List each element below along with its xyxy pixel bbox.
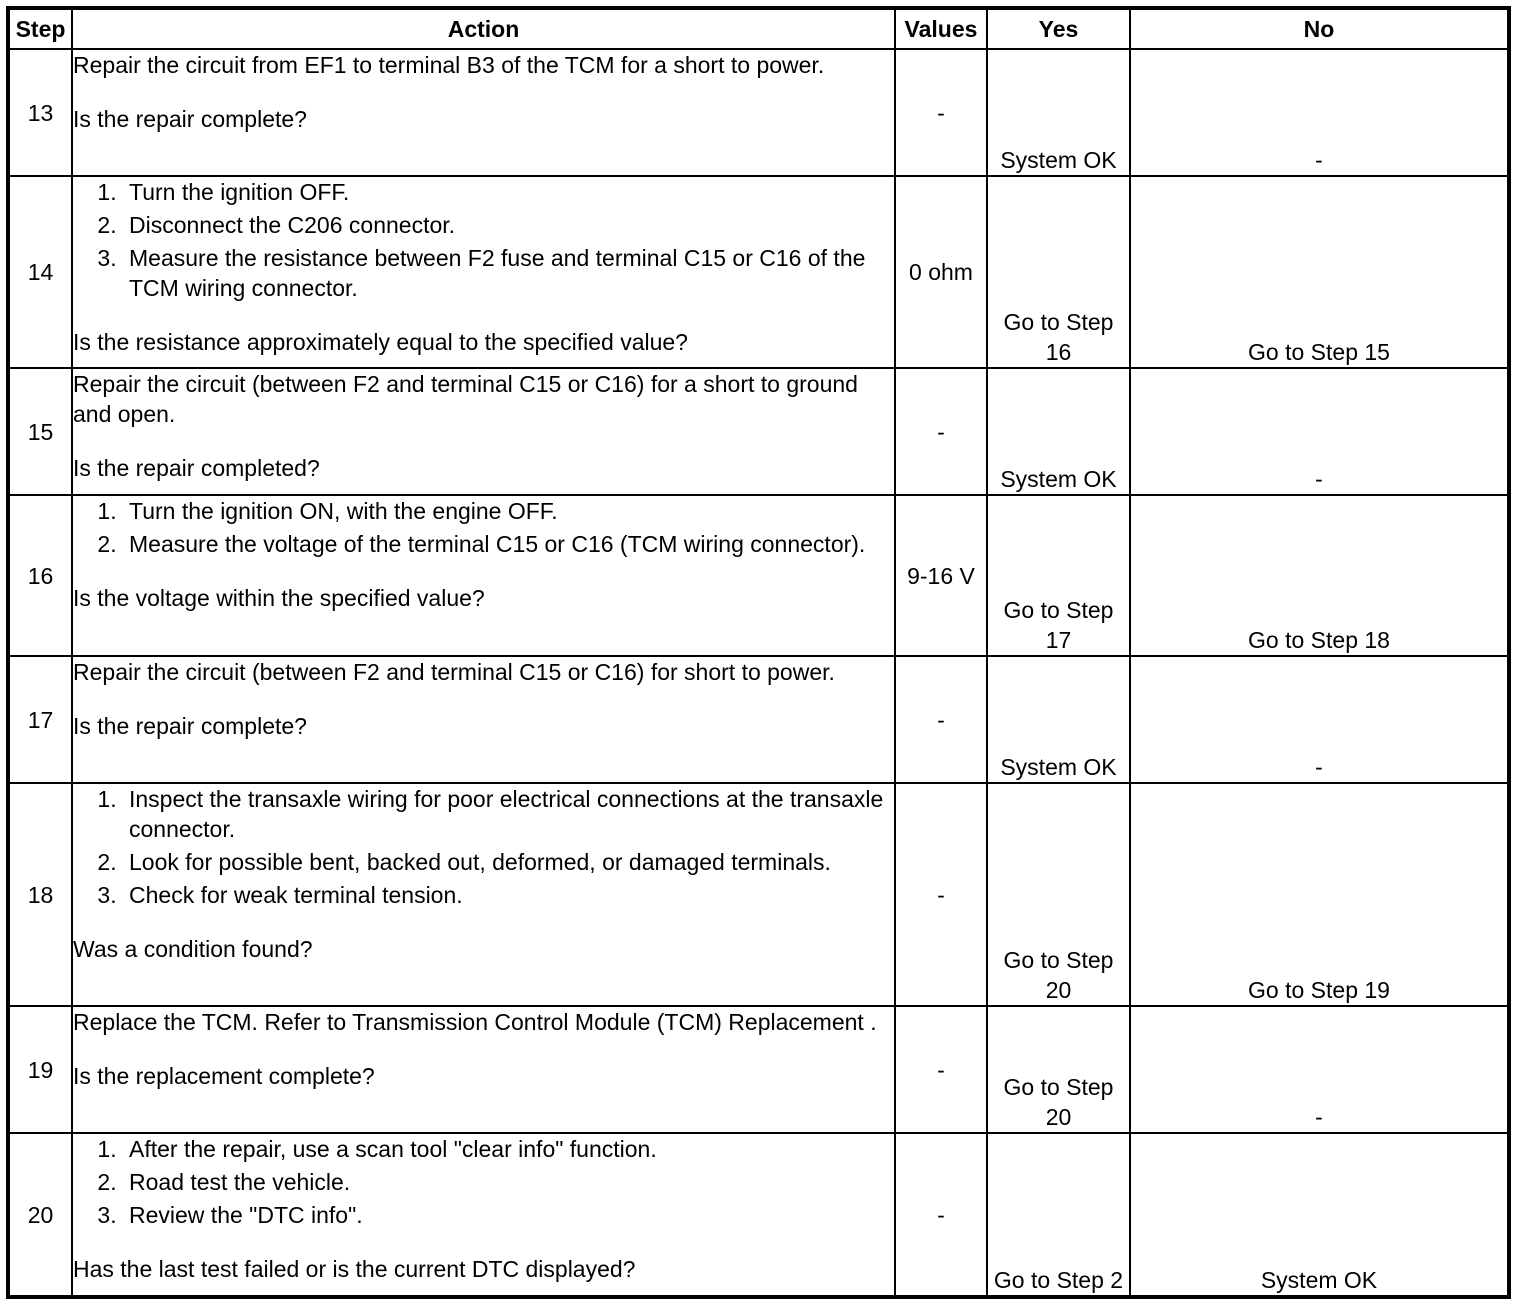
yes-cell: Go to Step 16: [987, 176, 1130, 368]
table-row: [8, 49, 1509, 176]
action-question: Has the last test failed or is the current DTC displayed?: [73, 1256, 636, 1282]
no-cell: -: [1130, 49, 1509, 176]
no-cell: -: [1130, 368, 1509, 495]
values-cell: 9-16 V: [895, 495, 987, 656]
table-row: [8, 368, 1509, 495]
action-description: Repair the circuit (between F2 and terminal C15 or C16) for a short to ground and open.: [73, 371, 858, 427]
action-step-item: 1. Turn the ignition OFF.: [123, 177, 894, 207]
values-cell: 0 ohm: [895, 176, 987, 368]
action-step-item: 3. Review the "DTC info".: [123, 1200, 894, 1230]
action-cell: [72, 656, 895, 783]
no-cell: Go to Step 18: [1130, 495, 1509, 656]
action-steps-list: [73, 1134, 894, 1230]
yes-cell: Go to Step 20: [987, 783, 1130, 1006]
no-cell: System OK: [1130, 1133, 1509, 1297]
action-question: Is the repair complete?: [73, 713, 307, 739]
step-number: 16: [8, 495, 72, 656]
action-step-item: 2. Measure the voltage of the terminal C15 or C16 (TCM wiring connector).: [123, 529, 894, 559]
step-number: 20: [8, 1133, 72, 1297]
action-step-item: 3. Check for weak terminal tension.: [123, 880, 894, 910]
action-question: Is the repair complete?: [73, 106, 307, 132]
table-row: [8, 495, 1509, 656]
header-step: Step: [8, 8, 72, 49]
yes-cell: Go to Step 2: [987, 1133, 1130, 1297]
action-description: Repair the circuit (between F2 and terminal C15 or C16) for short to power.: [73, 659, 835, 685]
action-description: Replace the TCM. Refer to Transmission Control Module (TCM) Replacement .: [73, 1009, 877, 1035]
step-number: 15: [8, 368, 72, 495]
action-cell: [72, 1133, 895, 1297]
action-cell: [72, 495, 895, 656]
action-step-item: 1. After the repair, use a scan tool "clear info" function.: [123, 1134, 894, 1164]
yes-cell: System OK: [987, 49, 1130, 176]
action-cell: [72, 176, 895, 368]
action-step-item: 2. Disconnect the C206 connector.: [123, 210, 894, 240]
action-step-item: 1. Turn the ignition ON, with the engine OFF.: [123, 496, 894, 526]
no-cell: Go to Step 19: [1130, 783, 1509, 1006]
values-cell: -: [895, 368, 987, 495]
values-cell: -: [895, 783, 987, 1006]
action-question: Is the resistance approximately equal to the specified value?: [73, 329, 688, 355]
action-step-item: 3. Measure the resistance between F2 fuse and terminal C15 or C16 of the TCM wiring connector.: [123, 243, 894, 303]
table-row: [8, 783, 1509, 1006]
yes-cell: Go to Step 17: [987, 495, 1130, 656]
header-no: No: [1130, 8, 1509, 49]
action-steps-list: [73, 177, 894, 303]
header-action: Action: [72, 8, 895, 49]
no-cell: -: [1130, 656, 1509, 783]
yes-cell: System OK: [987, 656, 1130, 783]
values-cell: -: [895, 49, 987, 176]
action-description: Repair the circuit from EF1 to terminal B3 of the TCM for a short to power.: [73, 52, 825, 78]
action-cell: [72, 49, 895, 176]
action-steps-list: [73, 784, 894, 910]
step-number: 19: [8, 1006, 72, 1133]
action-question: Is the replacement complete?: [73, 1063, 375, 1089]
step-number: 14: [8, 176, 72, 368]
action-cell: [72, 783, 895, 1006]
table-header: [8, 8, 1509, 49]
action-step-item: 2. Road test the vehicle.: [123, 1167, 894, 1197]
header-row: [8, 8, 1509, 49]
table-body: [8, 49, 1509, 1297]
action-question: Is the repair completed?: [73, 455, 320, 481]
table-row: [8, 176, 1509, 368]
action-cell: [72, 368, 895, 495]
action-cell: [72, 1006, 895, 1133]
action-question: Is the voltage within the specified value?: [73, 585, 485, 611]
yes-cell: System OK: [987, 368, 1130, 495]
table-row: [8, 1006, 1509, 1133]
yes-cell: Go to Step 20: [987, 1006, 1130, 1133]
action-step-item: 2. Look for possible bent, backed out, deformed, or damaged terminals.: [123, 847, 894, 877]
no-cell: Go to Step 15: [1130, 176, 1509, 368]
table-row: [8, 1133, 1509, 1297]
action-steps-list: [73, 496, 894, 559]
header-values: Values: [895, 8, 987, 49]
values-cell: -: [895, 1133, 987, 1297]
header-yes: Yes: [987, 8, 1130, 49]
values-cell: -: [895, 656, 987, 783]
diagnostic-table: [6, 6, 1511, 1299]
step-number: 18: [8, 783, 72, 1006]
values-cell: -: [895, 1006, 987, 1133]
table-row: [8, 656, 1509, 783]
step-number: 13: [8, 49, 72, 176]
no-cell: -: [1130, 1006, 1509, 1133]
action-question: Was a condition found?: [73, 936, 313, 962]
step-number: 17: [8, 656, 72, 783]
action-step-item: 1. Inspect the transaxle wiring for poor electrical connections at the transaxle connector.: [123, 784, 894, 844]
